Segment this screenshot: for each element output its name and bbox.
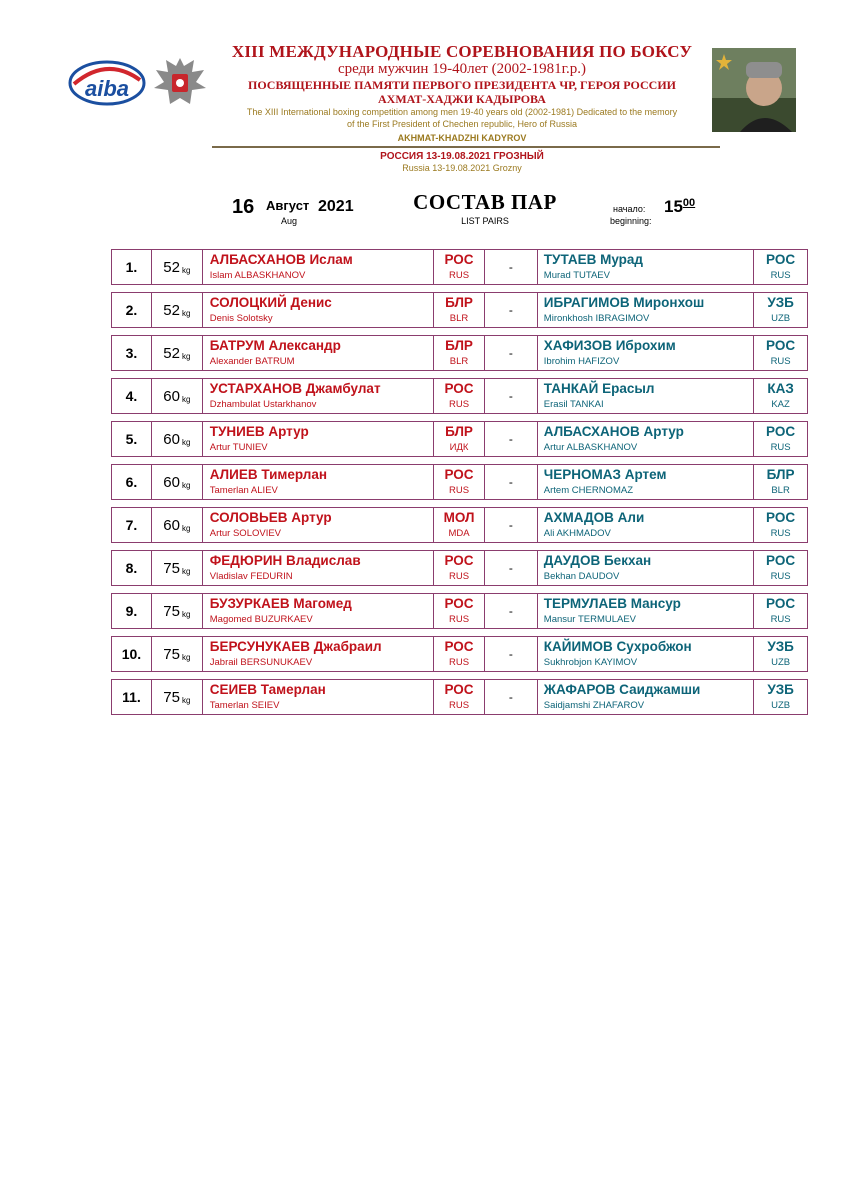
weight: 75 bbox=[163, 688, 180, 706]
red-corner-country bbox=[434, 594, 485, 628]
sep: - bbox=[508, 432, 513, 446]
blue-corner-boxer bbox=[538, 293, 754, 327]
red-corner-boxer bbox=[203, 293, 434, 327]
bout-number bbox=[112, 551, 152, 585]
blue-corner-boxer bbox=[538, 336, 754, 370]
red-country: РОС bbox=[444, 381, 474, 396]
result-separator bbox=[485, 551, 538, 585]
sep: - bbox=[508, 475, 513, 489]
red-boxer-name: АЛИЕВ Тимерлан bbox=[209, 467, 328, 482]
red-boxer-name-en: Artur TUNIEV bbox=[209, 442, 268, 453]
red-country-en: ИДК bbox=[449, 442, 469, 453]
blue-corner-country bbox=[754, 293, 807, 327]
blue-country: РОС bbox=[766, 252, 796, 267]
red-country-en: RUS bbox=[448, 399, 470, 410]
bout-row bbox=[111, 679, 808, 715]
blue-boxer-name: КАЙИМОВ Сухробжон bbox=[543, 639, 692, 654]
red-corner-boxer bbox=[203, 594, 434, 628]
page-title: СОСТАВ ПАР bbox=[413, 190, 557, 214]
blue-country-en: RUS bbox=[770, 571, 791, 582]
kg: kg bbox=[181, 609, 191, 619]
num: 1. bbox=[125, 259, 138, 275]
red-corner-boxer bbox=[203, 336, 434, 370]
red-boxer-name: ТУНИЕВ Артур bbox=[209, 424, 309, 439]
red-corner-country bbox=[434, 551, 485, 585]
blue-boxer-name: ЧЕРНОМАЗ Артем bbox=[543, 467, 667, 482]
red-boxer-name-en: Islam ALBASKHANOV bbox=[209, 270, 306, 281]
weight-class bbox=[152, 250, 203, 284]
date-month-en: Aug bbox=[281, 216, 298, 226]
red-corner-country bbox=[434, 465, 485, 499]
russian-boxing-federation-emblem-icon bbox=[150, 54, 210, 110]
bout-number bbox=[112, 336, 152, 370]
date-day: 16 bbox=[232, 196, 255, 218]
kg: kg bbox=[181, 652, 191, 662]
kg: kg bbox=[181, 523, 191, 533]
red-country: РОС bbox=[444, 682, 474, 697]
weight-class bbox=[152, 594, 203, 628]
weight-class bbox=[152, 508, 203, 542]
red-corner-country bbox=[434, 637, 485, 671]
blue-country: РОС bbox=[766, 510, 796, 525]
dedication-line: ПОСВЯЩЕННЫЕ ПАМЯТИ ПЕРВОГО ПРЕЗИДЕНТА ЧР, ГЕРОЯ РОССИИ bbox=[247, 78, 677, 92]
blue-country-en: RUS bbox=[770, 356, 791, 367]
result-separator bbox=[485, 465, 538, 499]
num: 5. bbox=[125, 431, 138, 447]
num: 9. bbox=[125, 603, 138, 619]
result-separator bbox=[485, 336, 538, 370]
num: 6. bbox=[125, 474, 138, 490]
num: 11. bbox=[122, 689, 141, 705]
blue-boxer-name-en: Sukhrobjon KAYIMOV bbox=[543, 657, 638, 668]
weight-class bbox=[152, 465, 203, 499]
red-country: БЛР bbox=[445, 295, 473, 310]
blue-corner-boxer bbox=[538, 422, 754, 456]
blue-boxer-name: ТУТАЕВ Мурад bbox=[543, 252, 643, 267]
weight: 60 bbox=[163, 516, 180, 534]
weight: 60 bbox=[163, 430, 180, 448]
red-boxer-name-en: Vladislav FEDURIN bbox=[209, 571, 293, 582]
red-corner-boxer bbox=[203, 508, 434, 542]
english-title-line2: of the First President of Chechen republic, Hero of Russia bbox=[346, 119, 578, 129]
blue-boxer-name-en: Ali AKHMADOV bbox=[543, 528, 611, 539]
blue-country: РОС bbox=[766, 338, 796, 353]
blue-country: РОС bbox=[766, 553, 796, 568]
weight: 75 bbox=[163, 559, 180, 577]
kg: kg bbox=[181, 695, 191, 705]
red-boxer-name-en: Tamerlan SEIEV bbox=[209, 700, 280, 711]
blue-corner-country bbox=[754, 379, 807, 413]
blue-corner-boxer bbox=[538, 680, 754, 714]
location-dates-en: Russia 13-19.08.2021 Grozny bbox=[402, 163, 522, 173]
sep: - bbox=[508, 647, 513, 661]
blue-corner-country bbox=[754, 422, 807, 456]
blue-corner-country bbox=[754, 680, 807, 714]
start-time bbox=[664, 197, 695, 217]
kg: kg bbox=[181, 265, 191, 275]
blue-boxer-name: ТАНКАЙ Ерасыл bbox=[543, 381, 655, 396]
red-corner-boxer bbox=[203, 379, 434, 413]
bout-number bbox=[112, 508, 152, 542]
blue-country: РОС bbox=[766, 424, 796, 439]
red-country-en: RUS bbox=[448, 270, 470, 281]
red-boxer-name-en: Tamerlan ALIEV bbox=[209, 485, 278, 496]
weight-class bbox=[152, 637, 203, 671]
red-country: МОЛ bbox=[443, 510, 475, 525]
aiba-logo bbox=[68, 60, 146, 106]
blue-country: БЛР bbox=[766, 467, 795, 482]
blue-boxer-name-en: Erasil TANKAI bbox=[543, 399, 604, 410]
blue-country: РОС bbox=[766, 596, 796, 611]
red-corner-boxer bbox=[203, 465, 434, 499]
bout-row bbox=[111, 507, 808, 543]
red-country-en: MDA bbox=[448, 528, 470, 539]
num: 7. bbox=[125, 517, 138, 533]
result-separator bbox=[485, 637, 538, 671]
red-corner-boxer bbox=[203, 551, 434, 585]
blue-corner-country bbox=[754, 508, 807, 542]
red-boxer-name-en: Dzhambulat Ustarkhanov bbox=[209, 399, 317, 410]
bout-row bbox=[111, 636, 808, 672]
bout-row bbox=[111, 464, 808, 500]
sep: - bbox=[508, 389, 513, 403]
blue-corner-boxer bbox=[538, 508, 754, 542]
blue-corner-country bbox=[754, 250, 807, 284]
red-corner-country bbox=[434, 680, 485, 714]
blue-country-en: UZB bbox=[771, 700, 791, 711]
blue-corner-boxer bbox=[538, 637, 754, 671]
start-label-en: beginning: bbox=[610, 216, 652, 226]
red-country: БЛР bbox=[445, 424, 473, 439]
blue-boxer-name-en: Artur ALBASKHANOV bbox=[543, 442, 638, 453]
blue-corner-boxer bbox=[538, 250, 754, 284]
weight: 52 bbox=[163, 344, 180, 362]
sep: - bbox=[508, 303, 513, 317]
blue-country-en: RUS bbox=[770, 270, 791, 281]
red-boxer-name-en: Alexander BATRUM bbox=[209, 356, 295, 367]
blue-country-en: UZB bbox=[771, 313, 791, 324]
blue-boxer-name: АЛБАСХАНОВ Артур bbox=[543, 424, 684, 439]
weight-class bbox=[152, 379, 203, 413]
weight: 60 bbox=[163, 473, 180, 491]
red-corner-boxer bbox=[203, 250, 434, 284]
num: 3. bbox=[125, 345, 138, 361]
bout-row bbox=[111, 378, 808, 414]
blue-country: КАЗ bbox=[767, 381, 794, 396]
blue-country-en: BLR bbox=[771, 485, 790, 496]
english-name: AKHMAT-KHADZHI KADYROV bbox=[397, 133, 527, 143]
red-boxer-name: ФЕДЮРИН Владислав bbox=[209, 553, 361, 568]
kg: kg bbox=[181, 480, 191, 490]
red-country: РОС bbox=[444, 639, 474, 654]
date-year: 2021 bbox=[318, 198, 354, 215]
result-separator bbox=[485, 250, 538, 284]
red-boxer-name: СОЛОЦКИЙ Денис bbox=[209, 295, 332, 310]
result-separator bbox=[485, 293, 538, 327]
bout-row bbox=[111, 335, 808, 371]
red-boxer-name: СОЛОВЬЕВ Артур bbox=[209, 510, 332, 525]
blue-corner-country bbox=[754, 336, 807, 370]
weight: 52 bbox=[163, 301, 180, 319]
bout-row bbox=[111, 249, 808, 285]
red-corner-country bbox=[434, 379, 485, 413]
blue-corner-country bbox=[754, 594, 807, 628]
weight-class bbox=[152, 551, 203, 585]
red-country-en: RUS bbox=[448, 657, 470, 668]
red-country: БЛР bbox=[445, 338, 473, 353]
blue-country-en: RUS bbox=[770, 614, 791, 625]
blue-boxer-name-en: Mansur TERMULAEV bbox=[543, 614, 637, 625]
result-separator bbox=[485, 422, 538, 456]
weight: 52 bbox=[163, 258, 180, 276]
blue-corner-country bbox=[754, 465, 807, 499]
svg-text:aiba: aiba bbox=[84, 76, 130, 101]
weight-class bbox=[152, 293, 203, 327]
blue-boxer-name: ДАУДОВ Бекхан bbox=[543, 553, 652, 568]
kg: kg bbox=[181, 308, 191, 318]
sep: - bbox=[508, 690, 513, 704]
red-boxer-name: БЕРСУНУКАЕВ Джабраил bbox=[209, 639, 382, 654]
sep: - bbox=[508, 561, 513, 575]
blue-corner-boxer bbox=[538, 379, 754, 413]
red-country: РОС bbox=[444, 252, 474, 267]
red-boxer-name: АЛБАСХАНОВ Ислам bbox=[209, 252, 353, 267]
blue-boxer-name: АХМАДОВ Али bbox=[543, 510, 645, 525]
start-minutes: 00 bbox=[682, 197, 696, 209]
weight-class bbox=[152, 422, 203, 456]
bout-number bbox=[112, 422, 152, 456]
red-country-en: RUS bbox=[448, 700, 470, 711]
blue-corner-boxer bbox=[538, 551, 754, 585]
red-boxer-name: БУЗУРКАЕВ Магомед bbox=[209, 596, 352, 611]
num: 10. bbox=[121, 646, 142, 662]
bout-number bbox=[112, 379, 152, 413]
bout-number bbox=[112, 594, 152, 628]
bout-row bbox=[111, 421, 808, 457]
page-subtitle: LIST PAIRS bbox=[461, 216, 509, 226]
red-country-en: RUS bbox=[448, 485, 470, 496]
start-label-ru: начало: bbox=[613, 204, 646, 214]
blue-country-en: RUS bbox=[770, 442, 791, 453]
dedication-name: АХМАТ-ХАДЖИ КАДЫРОВА bbox=[378, 92, 546, 106]
blue-country-en: UZB bbox=[771, 657, 791, 668]
blue-corner-boxer bbox=[538, 465, 754, 499]
kg: kg bbox=[181, 394, 191, 404]
red-corner-boxer bbox=[203, 680, 434, 714]
blue-country-en: RUS bbox=[770, 528, 791, 539]
red-corner-country bbox=[434, 250, 485, 284]
red-boxer-name-en: Denis Solotsky bbox=[209, 313, 273, 324]
blue-boxer-name-en: Mironkhosh IBRAGIMOV bbox=[543, 313, 650, 324]
bout-number bbox=[112, 637, 152, 671]
blue-corner-country bbox=[754, 551, 807, 585]
result-separator bbox=[485, 508, 538, 542]
sep: - bbox=[508, 604, 513, 618]
result-separator bbox=[485, 379, 538, 413]
weight-class bbox=[152, 336, 203, 370]
competition-category: среди мужчин 19-40лет (2002-1981г.р.) bbox=[337, 61, 587, 77]
red-boxer-name-en: Jabrail BERSUNUKAEV bbox=[209, 657, 313, 668]
blue-boxer-name: ТЕРМУЛАЕВ Мансур bbox=[543, 596, 681, 611]
red-country: РОС bbox=[444, 596, 474, 611]
result-separator bbox=[485, 680, 538, 714]
blue-boxer-name-en: Ibrohim HAFIZOV bbox=[543, 356, 620, 367]
red-country-en: RUS bbox=[448, 614, 470, 625]
blue-country: УЗБ bbox=[767, 682, 794, 697]
blue-boxer-name: ИБРАГИМОВ Миронхош bbox=[543, 295, 705, 310]
result-separator bbox=[485, 594, 538, 628]
weight-class bbox=[152, 680, 203, 714]
bout-number bbox=[112, 250, 152, 284]
sep: - bbox=[508, 260, 513, 274]
blue-corner-country bbox=[754, 637, 807, 671]
red-boxer-name: УСТАРХАНОВ Джамбулат bbox=[209, 381, 381, 396]
kg: kg bbox=[181, 566, 191, 576]
competition-title: XIII МЕЖДУНАРОДНЫЕ СОРЕВНОВАНИЯ ПО БОКСУ bbox=[231, 42, 693, 61]
blue-country-en: KAZ bbox=[771, 399, 790, 410]
blue-corner-boxer bbox=[538, 594, 754, 628]
red-boxer-name: СЕИЕВ Тамерлан bbox=[209, 682, 326, 697]
weight: 60 bbox=[163, 387, 180, 405]
red-corner-country bbox=[434, 508, 485, 542]
bout-number bbox=[112, 465, 152, 499]
date-month: Август bbox=[266, 198, 310, 213]
red-boxer-name-en: Magomed BUZURKAEV bbox=[209, 614, 313, 625]
num: 8. bbox=[125, 560, 138, 576]
red-country: РОС bbox=[444, 467, 474, 482]
blue-country: УЗБ bbox=[767, 639, 794, 654]
kg: kg bbox=[181, 351, 191, 361]
red-corner-boxer bbox=[203, 637, 434, 671]
red-boxer-name-en: Artur SOLOVIEV bbox=[209, 528, 282, 539]
weight: 75 bbox=[163, 602, 180, 620]
red-corner-country bbox=[434, 422, 485, 456]
red-boxer-name: БАТРУМ Александр bbox=[209, 338, 341, 353]
red-corner-country bbox=[434, 336, 485, 370]
portrait-photo bbox=[712, 48, 796, 132]
blue-boxer-name-en: Murad TUTAEV bbox=[543, 270, 610, 281]
location-dates-ru: РОССИЯ 13-19.08.2021 ГРОЗНЫЙ bbox=[380, 151, 544, 162]
sep: - bbox=[508, 518, 513, 532]
blue-boxer-name: ЖАФАРОВ Саиджамши bbox=[543, 682, 701, 697]
bout-row bbox=[111, 550, 808, 586]
kg: kg bbox=[181, 437, 191, 447]
sep: - bbox=[508, 346, 513, 360]
weight: 75 bbox=[163, 645, 180, 663]
pairs-table bbox=[111, 249, 808, 722]
bout-row bbox=[111, 292, 808, 328]
header-divider bbox=[212, 146, 720, 148]
red-corner-country bbox=[434, 293, 485, 327]
num: 2. bbox=[125, 302, 138, 318]
blue-boxer-name-en: Saidjamshi ZHAFAROV bbox=[543, 700, 645, 711]
red-country: РОС bbox=[444, 553, 474, 568]
red-country-en: BLR bbox=[449, 356, 469, 367]
blue-boxer-name-en: Bekhan DAUDOV bbox=[543, 571, 620, 582]
english-title-line1: The XIII International boxing competition among men 19-40 years old (2002-1981) Dedicated to the memory bbox=[246, 107, 678, 117]
blue-boxer-name: ХАФИЗОВ Иброхим bbox=[543, 338, 676, 353]
bout-number bbox=[112, 293, 152, 327]
bout-number bbox=[112, 680, 152, 714]
bout-row bbox=[111, 593, 808, 629]
num: 4. bbox=[125, 388, 138, 404]
red-country-en: RUS bbox=[448, 571, 470, 582]
start-hour: 15 bbox=[664, 197, 683, 216]
red-country-en: BLR bbox=[449, 313, 469, 324]
blue-country: УЗБ bbox=[767, 295, 794, 310]
red-corner-boxer bbox=[203, 422, 434, 456]
blue-boxer-name-en: Artem CHERNOMAZ bbox=[543, 485, 633, 496]
